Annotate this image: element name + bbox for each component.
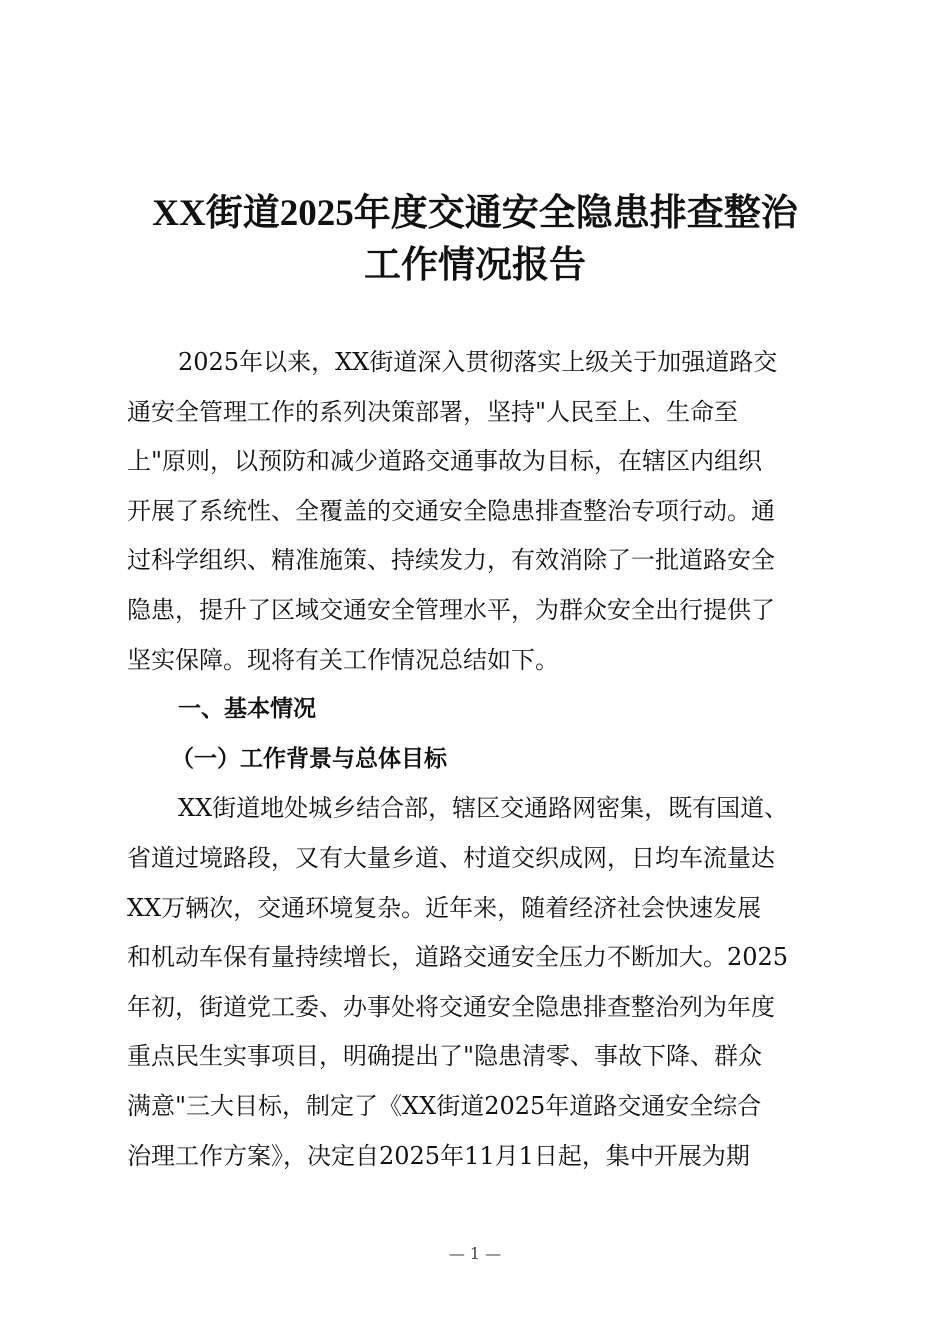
paragraph-line: 上"原则，以预防和减少道路交通事故为目标，在辖区内组织	[127, 447, 763, 476]
paragraph-line: 通安全管理工作的系列决策部署，坚持"人民至上、生命至	[127, 397, 739, 426]
section-heading: 一、基本情况	[178, 696, 316, 723]
paragraph-line: 重点民生实事项目，明确提出了"隐患清零、事故下降、群众	[127, 1042, 763, 1071]
paragraph-line: 省道过境路段，又有大量乡道、村道交织成网，日均车流量达	[127, 843, 775, 872]
paragraph-line: 隐患，提升了区域交通安全管理水平，为群众安全出行提供了	[127, 595, 775, 624]
paragraph-line: 治理工作方案》，决定自2025年11月1日起，集中开展为期	[127, 1141, 750, 1170]
paragraph-line: 2025年以来，XX街道深入贯彻落实上级关于加强道路交	[178, 348, 778, 376]
title-line: XX街道2025年度交通安全隐患排查整治	[152, 193, 798, 234]
paragraph-line: 和机动车保有量持续增长，道路交通安全压力不断加大。2025	[127, 943, 789, 972]
document-title	[100, 188, 850, 292]
paragraph-line: XX街道地处城乡结合部，辖区交通路网密集，既有国道、	[178, 794, 789, 823]
paragraph-line: XX万辆次，交通环境复杂。近年来，随着经济社会快速发展	[127, 893, 762, 922]
paragraph-line: 过科学组织、精准施策、持续发力，有效消除了一批道路安全	[127, 546, 775, 575]
paragraph-line: 年初，街道党工委、办事处将交通安全隐患排查整治列为年度	[127, 992, 775, 1021]
paragraph-line: 满意"三大目标，制定了《XX街道2025年道路交通安全综合	[127, 1091, 762, 1120]
paragraph-line: 开展了系统性、全覆盖的交通安全隐患排查整治专项行动。通	[127, 496, 775, 525]
title-line: 工作情况报告	[364, 245, 586, 286]
subsection-heading: （一）工作背景与总体目标	[171, 745, 447, 772]
paragraph-line: 坚实保障。现将有关工作情况总结如下。	[127, 645, 559, 674]
page-number: — 1 —	[448, 1244, 502, 1263]
document-body	[127, 338, 837, 1181]
